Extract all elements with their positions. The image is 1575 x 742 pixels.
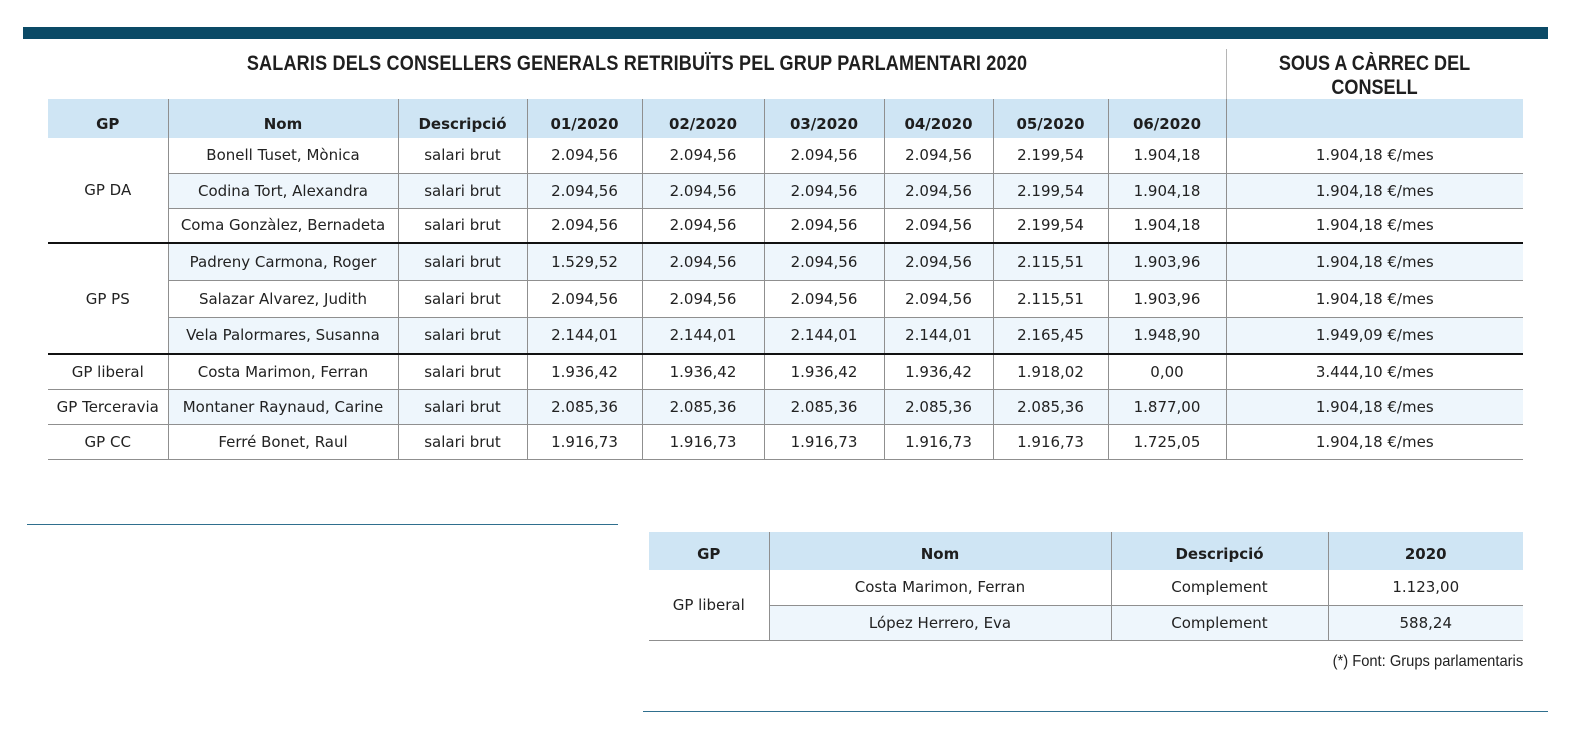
- value-cell-06: 1.904,18: [1108, 173, 1226, 208]
- value-cell-02: 1.916,73: [642, 424, 764, 459]
- group-cell: GP liberal: [48, 354, 168, 389]
- value-cell-05: 2.165,45: [993, 317, 1108, 354]
- name-cell: Salazar Alvarez, Judith: [168, 280, 398, 317]
- value-cell-01: 2.085,36: [527, 389, 642, 424]
- description-cell: salari brut: [398, 317, 527, 354]
- name-cell: Padreny Carmona, Roger: [168, 243, 398, 280]
- header-month-01: 01/2020: [527, 99, 642, 138]
- section-rule-left: [27, 524, 618, 525]
- table-row: [48, 173, 1523, 208]
- value-cell-04: 2.094,56: [884, 243, 993, 280]
- monthly-salary-cell: 1.949,09 €/mes: [1226, 317, 1523, 354]
- value-cell-06: 1.725,05: [1108, 424, 1226, 459]
- salary-table-body: [48, 138, 1523, 459]
- value-cell-05: 2.115,51: [993, 280, 1108, 317]
- value-cell-05: 2.199,54: [993, 173, 1108, 208]
- header-nom: Nom: [168, 99, 398, 138]
- value-cell-02: 1.936,42: [642, 354, 764, 389]
- value-cell-03: 1.916,73: [764, 424, 884, 459]
- value-cell-04: 2.085,36: [884, 389, 993, 424]
- value-cell-06: 1.903,96: [1108, 280, 1226, 317]
- amount-cell: 1.123,00: [1328, 570, 1523, 605]
- value-cell-01: 2.094,56: [527, 208, 642, 243]
- value-cell-02: 2.094,56: [642, 243, 764, 280]
- description-cell: salari brut: [398, 280, 527, 317]
- salary-table: [48, 99, 1523, 460]
- value-cell-04: 2.094,56: [884, 173, 993, 208]
- name-cell: Codina Tort, Alexandra: [168, 173, 398, 208]
- value-cell-05: 2.085,36: [993, 389, 1108, 424]
- description-cell: salari brut: [398, 138, 527, 173]
- name-cell: Costa Marimon, Ferran: [168, 354, 398, 389]
- value-cell-04: 2.144,01: [884, 317, 993, 354]
- header-month-04: 04/2020: [884, 99, 993, 138]
- value-cell-03: 2.085,36: [764, 389, 884, 424]
- value-cell-02: 2.144,01: [642, 317, 764, 354]
- table-row: [48, 280, 1523, 317]
- comp-header-gp: GP: [649, 532, 769, 570]
- value-cell-03: 2.094,56: [764, 138, 884, 173]
- monthly-salary-cell: 3.444,10 €/mes: [1226, 354, 1523, 389]
- header-descripcio: Descripció: [398, 99, 527, 138]
- value-cell-06: 1.903,96: [1108, 243, 1226, 280]
- value-cell-03: 2.094,56: [764, 208, 884, 243]
- header-gp: GP: [48, 99, 168, 138]
- value-cell-03: 1.936,42: [764, 354, 884, 389]
- table-row: [48, 243, 1523, 280]
- value-cell-01: 1.936,42: [527, 354, 642, 389]
- table-row: [649, 605, 1523, 640]
- value-cell-06: 1.904,18: [1108, 138, 1226, 173]
- name-cell: Costa Marimon, Ferran: [769, 570, 1111, 605]
- value-cell-03: 2.094,56: [764, 243, 884, 280]
- monthly-salary-cell: 1.904,18 €/mes: [1226, 138, 1523, 173]
- main-table-title: SALARIS DELS CONSELLERS GENERALS RETRIBUÏTS PEL GRUP PARLAMENTARI 2020: [246, 52, 1028, 75]
- value-cell-03: 2.094,56: [764, 280, 884, 317]
- header-month-03: 03/2020: [764, 99, 884, 138]
- value-cell-06: 0,00: [1108, 354, 1226, 389]
- value-cell-06: 1.948,90: [1108, 317, 1226, 354]
- description-cell: salari brut: [398, 243, 527, 280]
- source-note: (*) Font: Grups parlamentaris: [1332, 653, 1523, 670]
- value-cell-02: 2.094,56: [642, 208, 764, 243]
- name-cell: López Herrero, Eva: [769, 605, 1111, 640]
- monthly-salary-cell: 1.904,18 €/mes: [1226, 389, 1523, 424]
- group-cell: GP Terceravia: [48, 389, 168, 424]
- description-cell: salari brut: [398, 173, 527, 208]
- monthly-salary-cell: 1.904,18 €/mes: [1226, 243, 1523, 280]
- header-sous: [1226, 99, 1523, 138]
- complement-table-header: [649, 532, 1523, 570]
- monthly-salary-cell: 1.904,18 €/mes: [1226, 424, 1523, 459]
- table-row: [48, 138, 1523, 173]
- value-cell-05: 1.918,02: [993, 354, 1108, 389]
- header-month-06: 06/2020: [1108, 99, 1226, 138]
- complement-table: [649, 532, 1523, 641]
- table-row: [48, 389, 1523, 424]
- description-cell: salari brut: [398, 424, 527, 459]
- group-cell: GP DA: [48, 138, 168, 243]
- group-cell: GP CC: [48, 424, 168, 459]
- monthly-salary-cell: 1.904,18 €/mes: [1226, 173, 1523, 208]
- description-cell: Complement: [1111, 570, 1328, 605]
- name-cell: Ferré Bonet, Raul: [168, 424, 398, 459]
- section-rule-bottom: [643, 711, 1548, 712]
- description-cell: salari brut: [398, 354, 527, 389]
- value-cell-04: 2.094,56: [884, 208, 993, 243]
- comp-header-descripcio: Descripció: [1111, 532, 1328, 570]
- value-cell-04: 1.936,42: [884, 354, 993, 389]
- description-cell: salari brut: [398, 389, 527, 424]
- value-cell-01: 2.094,56: [527, 173, 642, 208]
- title-divider: [1226, 49, 1227, 99]
- name-cell: Vela Palormares, Susanna: [168, 317, 398, 354]
- value-cell-05: 2.199,54: [993, 208, 1108, 243]
- name-cell: Montaner Raynaud, Carine: [168, 389, 398, 424]
- value-cell-02: 2.094,56: [642, 173, 764, 208]
- header-month-02: 02/2020: [642, 99, 764, 138]
- monthly-salary-cell: 1.904,18 €/mes: [1226, 280, 1523, 317]
- value-cell-01: 1.529,52: [527, 243, 642, 280]
- monthly-salary-cell: 1.904,18 €/mes: [1226, 208, 1523, 243]
- group-cell: GP liberal: [649, 570, 769, 640]
- value-cell-02: 2.094,56: [642, 138, 764, 173]
- comp-header-nom: Nom: [769, 532, 1111, 570]
- value-cell-06: 1.904,18: [1108, 208, 1226, 243]
- value-cell-01: 2.144,01: [527, 317, 642, 354]
- salary-table-header: [48, 99, 1523, 138]
- name-cell: Coma Gonzàlez, Bernadeta: [168, 208, 398, 243]
- value-cell-04: 2.094,56: [884, 138, 993, 173]
- name-cell: Bonell Tuset, Mònica: [168, 138, 398, 173]
- header-month-05: 05/2020: [993, 99, 1108, 138]
- value-cell-05: 2.199,54: [993, 138, 1108, 173]
- value-cell-01: 2.094,56: [527, 138, 642, 173]
- table-row: [48, 424, 1523, 459]
- amount-cell: 588,24: [1328, 605, 1523, 640]
- top-accent-bar: [23, 27, 1548, 39]
- value-cell-05: 1.916,73: [993, 424, 1108, 459]
- description-cell: salari brut: [398, 208, 527, 243]
- table-row: [48, 208, 1523, 243]
- value-cell-02: 2.085,36: [642, 389, 764, 424]
- value-cell-01: 2.094,56: [527, 280, 642, 317]
- side-column-title: SOUS A CÀRREC DEL CONSELL: [1278, 52, 1471, 99]
- table-row: [649, 570, 1523, 605]
- value-cell-03: 2.094,56: [764, 173, 884, 208]
- table-row: [48, 317, 1523, 354]
- value-cell-06: 1.877,00: [1108, 389, 1226, 424]
- value-cell-05: 2.115,51: [993, 243, 1108, 280]
- value-cell-01: 1.916,73: [527, 424, 642, 459]
- table-row: [48, 354, 1523, 389]
- value-cell-03: 2.144,01: [764, 317, 884, 354]
- comp-header-year: 2020: [1328, 532, 1523, 570]
- complement-table-body: [649, 570, 1523, 640]
- description-cell: Complement: [1111, 605, 1328, 640]
- value-cell-04: 1.916,73: [884, 424, 993, 459]
- value-cell-02: 2.094,56: [642, 280, 764, 317]
- group-cell: GP PS: [48, 243, 168, 354]
- value-cell-04: 2.094,56: [884, 280, 993, 317]
